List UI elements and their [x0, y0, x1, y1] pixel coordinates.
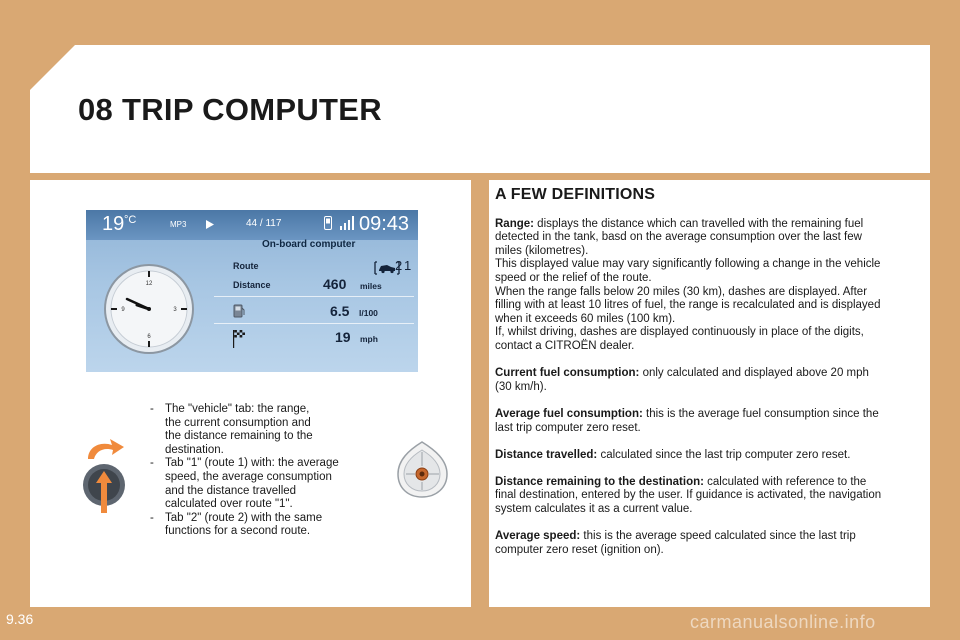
play-icon — [206, 220, 214, 229]
definition-text: When the range falls below 20 miles (30 km), dashes are displayed. After — [495, 285, 868, 298]
page-title: 08 TRIP COMPUTER — [78, 92, 382, 127]
consumption-value: 6.5 — [330, 303, 350, 319]
definition-text: calculated since the last trip computer zero reset. — [597, 448, 851, 461]
temperature-value: 19 — [102, 213, 125, 235]
list-item: - The "vehicle" tab: the range, the current consumption and the distance remaining to the destination. — [150, 403, 370, 457]
page-number: 9.36 — [6, 611, 34, 627]
definition-term: Average fuel consumption: — [495, 407, 643, 420]
speed-value: 19 — [335, 329, 351, 345]
definition-text: this is the average fuel consumption since the — [642, 407, 879, 420]
screen-heading: On-board computer — [262, 239, 356, 250]
onboard-computer-screen — [86, 210, 418, 372]
fuel-pump-icon — [233, 304, 245, 318]
bullet-line: speed, the average consumption — [165, 470, 332, 483]
definition-text: speed or the relief of the route. — [495, 271, 652, 284]
definition-text: system calculates it as a current value. — [495, 503, 693, 516]
definition-term: Range: — [495, 217, 534, 230]
definition-text: displays the distance which can travelled with the remaining fuel — [533, 217, 864, 230]
bullet-line: calculated over route "1". — [165, 498, 293, 511]
definition-text: This displayed value may vary significantly following a change in the vehicle — [495, 258, 881, 271]
definitions-heading: A FEW DEFINITIONS — [495, 186, 656, 203]
definition-term: Distance remaining to the destination: — [495, 475, 704, 488]
bullet-line: the distance remaining to the — [165, 430, 313, 443]
definition-range — [495, 218, 923, 354]
route-label: Route — [233, 261, 259, 271]
checkered-flag-icon — [233, 330, 245, 348]
definition-average-speed — [495, 530, 923, 557]
definition-current-fuel-consumption — [495, 367, 923, 394]
definition-text: calculated with reference to the — [703, 475, 867, 488]
definition-text: computer zero reset (ignition on). — [495, 543, 664, 556]
clock-number-6: 6 — [147, 334, 151, 340]
signal-strength-icon — [340, 216, 354, 230]
definition-text: contact a CITROËN dealer. — [495, 339, 635, 352]
tab-route-1[interactable]: 1 — [404, 258, 412, 273]
phone-icon — [324, 216, 332, 230]
list-item: - Tab "2" (route 2) with the same functions for a second route. — [150, 512, 370, 539]
definition-text: (30 km/h). — [495, 380, 547, 393]
bullet-line: the current consumption and — [165, 416, 311, 429]
rotate-arrow-icon — [88, 439, 124, 459]
definition-distance-remaining — [495, 476, 923, 517]
definition-text: final destination, entered by the user. If guidance is activated, the navigation — [495, 489, 882, 502]
bullet-list — [150, 403, 370, 539]
clock-number-3: 3 — [173, 307, 177, 313]
speed-unit: mph — [360, 334, 378, 344]
distance-label: Distance — [233, 280, 271, 290]
audio-source: MP3 — [170, 220, 187, 229]
definitions-section — [495, 188, 923, 571]
clock-number-12: 12 — [145, 281, 153, 287]
tab-route-2-label[interactable]: 2 — [395, 258, 403, 273]
watermark: carmanualsonline.info — [690, 612, 876, 632]
bullet-line: The "vehicle" tab: the range, — [165, 403, 310, 415]
bullet-line: functions for a second route. — [165, 525, 311, 538]
clock-number-9: 9 — [121, 307, 125, 313]
bullet-line: Tab "2" (route 2) with the same — [165, 511, 323, 524]
definition-average-fuel-consumption — [495, 408, 923, 435]
definition-term: Current fuel consumption: — [495, 367, 640, 380]
bullet-line: Tab "1" (route 1) with: the average — [165, 457, 339, 470]
control-pad-illustration — [395, 440, 450, 500]
row-separator — [214, 323, 414, 324]
rotary-knob-illustration — [80, 435, 130, 515]
consumption-unit: l/100 — [359, 308, 378, 318]
definition-text: filling with at least 10 litres of fuel, the range is recalculated and is displayed — [495, 299, 881, 312]
track-counter: 44 / 117 — [246, 218, 282, 229]
analog-clock — [103, 263, 195, 355]
temperature-unit: °C — [124, 214, 137, 226]
definition-text: when it exceeds 60 miles (100 km). — [495, 312, 676, 325]
range-unit: miles — [360, 281, 382, 291]
definition-text: this is the average speed calculated since the last trip — [580, 530, 856, 543]
definition-distance-travelled — [495, 449, 923, 463]
definition-text: miles (kilometres). — [495, 244, 589, 257]
definition-text: last trip computer zero reset. — [495, 421, 641, 434]
list-item: - Tab "1" (route 1) with: the average speed, the average consumption and the distance travelled calculated over route "1". — [150, 457, 370, 511]
definition-text: only calculated and displayed above 20 mph — [639, 367, 869, 380]
clock-time: 09:43 — [359, 213, 410, 235]
row-separator — [214, 296, 414, 297]
definition-term: Distance travelled: — [495, 448, 598, 461]
definition-text: If, whilst driving, dashes are displayed continuously in place of the digits, — [495, 326, 864, 339]
definition-term: Average speed: — [495, 530, 581, 543]
bullet-line: and the distance travelled — [165, 484, 297, 497]
range-value: 460 — [323, 276, 347, 292]
bullet-line: destination. — [165, 443, 224, 456]
definition-text: detected in the tank, basd on the average consumption over the last few — [495, 231, 862, 244]
